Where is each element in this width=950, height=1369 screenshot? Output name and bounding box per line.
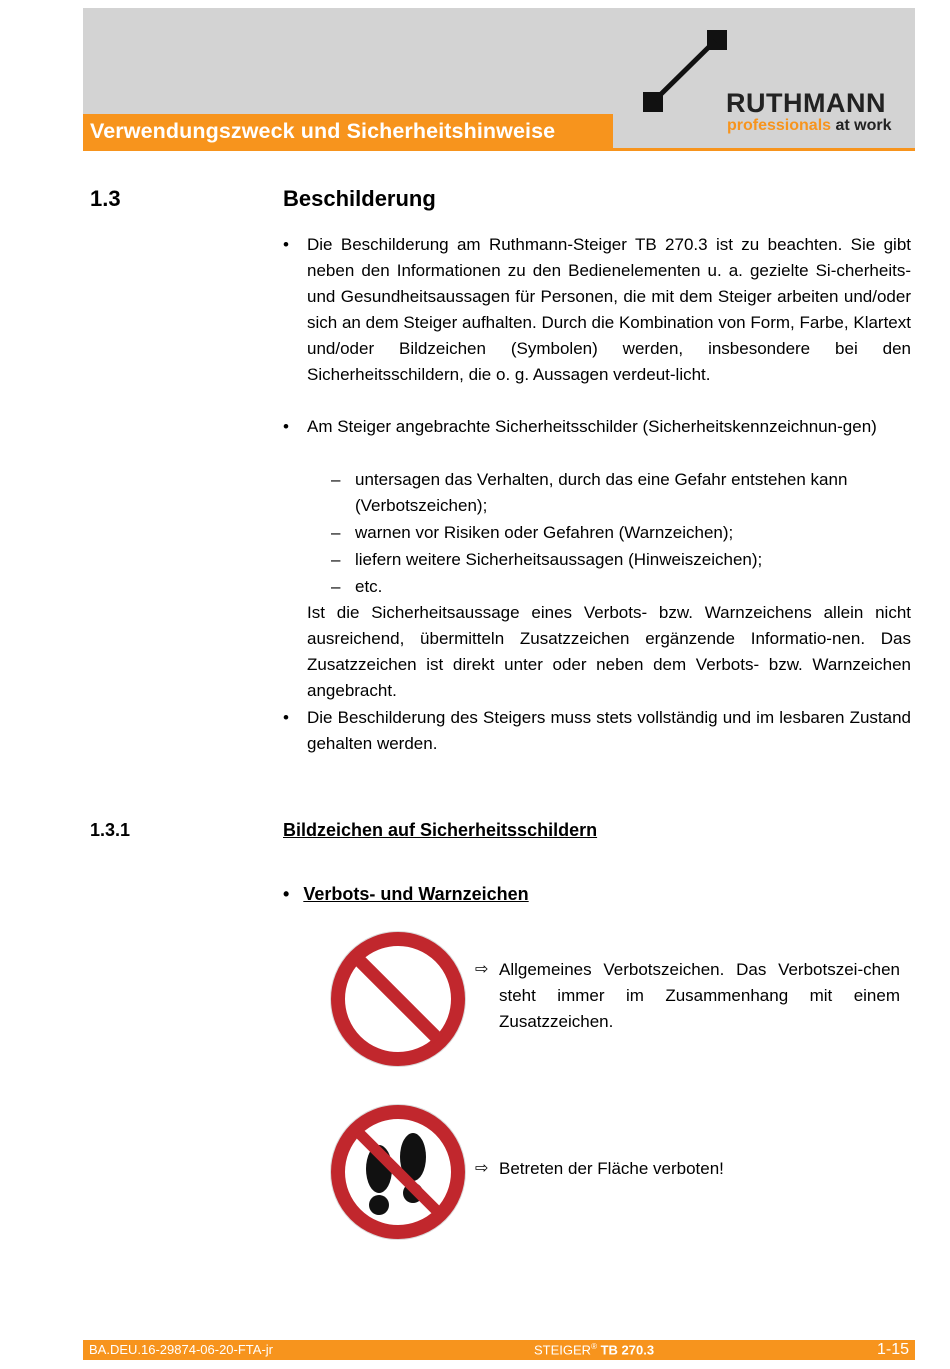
dash-icon: – xyxy=(331,470,341,489)
dash-icon: – xyxy=(331,550,341,569)
logo-tagline xyxy=(727,117,892,135)
paragraph: Ist die Sicherheitsaussage eines Verbots- bzw. Warnzeichens allein nicht ausreichend, übermitteln Zusatzzeichen ergänzende Informatio-nen. Das Zusatzzeichen ist direkt unter oder neben dem Verbots- bzw. Warnzeichen angebracht. xyxy=(307,603,911,700)
dash-icon: – xyxy=(331,577,341,596)
dash-text: warnen vor Risiken oder Gefahren (Warnzeichen); xyxy=(355,523,734,542)
dash-item xyxy=(331,467,911,519)
list-item xyxy=(283,232,911,388)
bullet-icon: • xyxy=(283,417,289,436)
bullet-text: Die Beschilderung am Ruthmann-Steiger TB 270.3 ist zu beachten. Sie gibt neben den Informationen zu den Bedienelementen u. a. gezielte Si-cherheits- und Gesundheitsaussagen für Personen, die mit dem Steiger arbeiten und/oder sich an dem Steiger aufhalten. Durch die Kombination von Form, Farbe, Klartext und/oder Bildzeichen (Symbolen) werden, insbesondere bei den Sicherheitsschildern, die o. g. Aussagen verdeut-licht. xyxy=(307,235,911,384)
subsection-title: Bildzeichen auf Sicherheitsschildern xyxy=(283,820,598,840)
logo-brand: RUTHMANN xyxy=(726,88,886,118)
dash-text: untersagen das Verhalten, durch das eine Gefahr entstehen kann (Verbotszeichen); xyxy=(355,470,848,515)
logo-tag-professionals: professionals xyxy=(727,117,832,134)
no-stepping-sign-icon xyxy=(329,1103,467,1241)
sign-description xyxy=(475,1156,900,1182)
document-id: BA.DEU.16-29874-06-20-FTA-jr xyxy=(89,1342,273,1357)
header-title: Verwendungszweck und Sicherheitshinweise xyxy=(90,119,556,143)
bullet-text: Die Beschilderung des Steigers muss stets vollständig und im lesbaren Zustand gehalten werden. xyxy=(307,708,911,753)
bullet-icon: • xyxy=(283,235,289,254)
arrow-right-icon: ⇨ xyxy=(475,1160,489,1177)
product-model: TB 270.3 xyxy=(600,1342,655,1358)
subsection-bullet-label: Verbots- und Warnzeichen xyxy=(303,884,529,904)
arrow-right-icon: ⇨ xyxy=(475,961,489,978)
page-footer xyxy=(83,1340,915,1360)
list-item xyxy=(283,705,911,757)
dash-item xyxy=(331,547,911,573)
bullet-icon: • xyxy=(283,884,290,904)
sign-description xyxy=(475,957,900,1035)
sign-description-text: Betreten der Fläche verboten! xyxy=(499,1159,724,1178)
bullet-text: Am Steiger angebrachte Sicherheitsschilder (Sicherheitskennzeichnun-gen) xyxy=(307,417,877,436)
registered-mark: ® xyxy=(591,1342,597,1351)
section-title: Beschilderung xyxy=(283,186,436,211)
bullet-icon: • xyxy=(283,708,289,727)
header-title-bar xyxy=(83,114,613,151)
dash-item xyxy=(331,574,911,600)
dash-icon: – xyxy=(331,523,341,542)
general-prohibition-sign-icon xyxy=(329,930,467,1068)
dash-text: liefern weitere Sicherheitsaussagen (Hinweiszeichen); xyxy=(355,550,763,569)
page-number: 1-15 xyxy=(876,1341,909,1358)
dash-item xyxy=(331,520,911,546)
logo-tag-at-work: at work xyxy=(835,117,892,134)
subsection-number: 1.3.1 xyxy=(90,820,131,840)
ruthmann-logo xyxy=(640,26,912,138)
product-name xyxy=(534,1342,654,1357)
subsection-bullet xyxy=(283,884,529,905)
dash-text: etc. xyxy=(355,577,383,596)
section-number: 1.3 xyxy=(90,186,121,211)
list-item xyxy=(283,414,911,440)
sign-description-text: Allgemeines Verbotszeichen. Das Verbotszei-chen steht immer im Zusammenhang mit einem Zusatzzeichen. xyxy=(499,960,900,1031)
product-prefix: STEIGER xyxy=(534,1342,592,1358)
